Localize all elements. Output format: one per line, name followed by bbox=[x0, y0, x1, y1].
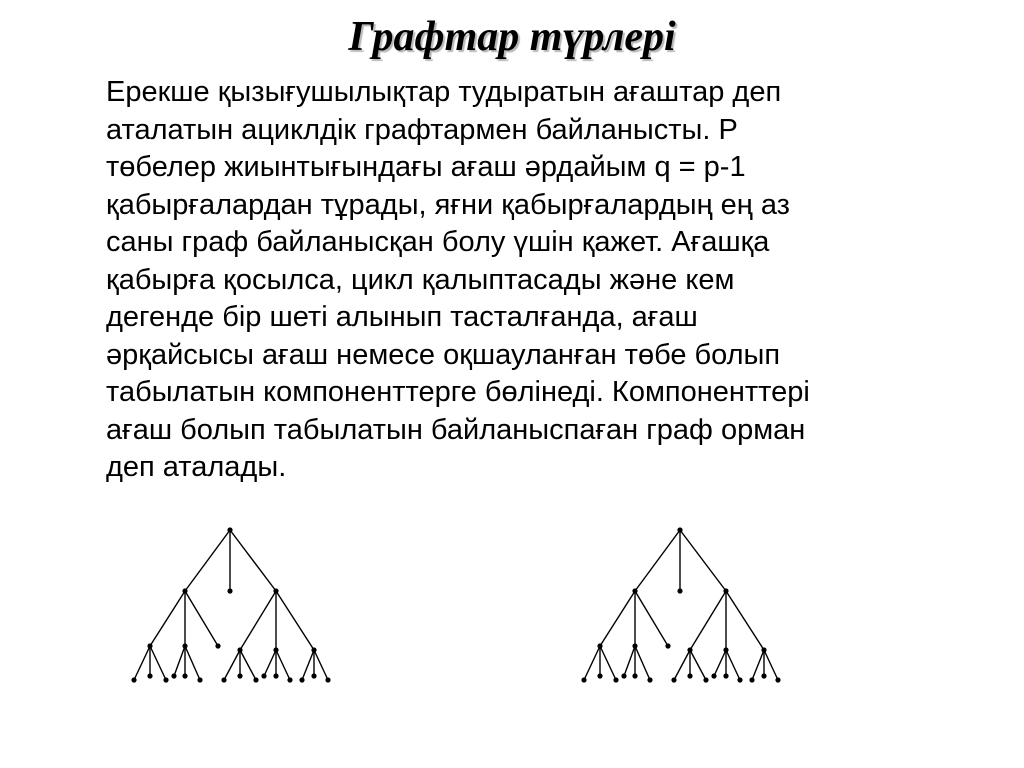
tree-node bbox=[147, 673, 152, 678]
tree-node bbox=[621, 673, 626, 678]
tree-node bbox=[723, 673, 728, 678]
tree-node bbox=[147, 643, 152, 648]
tree-node bbox=[677, 527, 682, 532]
tree-node bbox=[182, 588, 187, 593]
tree-node bbox=[723, 588, 728, 593]
tree-node bbox=[299, 677, 304, 682]
paragraph-line: саны граф байланысқан болу үшін қажет. Ағашқа bbox=[106, 226, 770, 258]
tree-edge bbox=[150, 591, 185, 646]
paragraph-line: қабырғалардан тұрады, яғни қабырғалардың ең аз bbox=[106, 188, 790, 221]
paragraph-line: табылатын компоненттерге бөлінеді. Компоненттері bbox=[106, 376, 810, 408]
tree-node bbox=[632, 673, 637, 678]
tree-edge bbox=[726, 591, 764, 650]
tree-node bbox=[703, 677, 708, 682]
paragraph-line: Ерекше қызығушылықтар тудыратын ағаштар деп bbox=[106, 76, 782, 108]
tree-node bbox=[273, 588, 278, 593]
tree-node bbox=[197, 677, 202, 682]
tree-node bbox=[597, 673, 602, 678]
tree-edge bbox=[174, 646, 185, 676]
tree-node bbox=[581, 677, 586, 682]
tree-node bbox=[237, 673, 242, 678]
paragraph-line: ағаш болып табылатын байланыспаған граф орман bbox=[106, 413, 806, 446]
tree-edge bbox=[264, 650, 276, 676]
paragraph-line: аталатын ациклдік графтармен байланысты. P bbox=[106, 113, 738, 146]
paragraph-line: төбелер жиынтығындағы ағаш әрдайым q = p-1 bbox=[106, 151, 746, 183]
tree-edge bbox=[680, 530, 726, 591]
tree-edge bbox=[600, 646, 616, 680]
tree-edge bbox=[584, 646, 600, 680]
tree-node bbox=[182, 673, 187, 678]
tree-node bbox=[632, 588, 637, 593]
tree-edge bbox=[624, 646, 635, 676]
paragraph-line: әрқайсысы ағаш немесе оқшауланған төбе болып bbox=[106, 338, 781, 371]
tree-edge bbox=[714, 650, 726, 676]
tree-node bbox=[775, 677, 780, 682]
tree-node bbox=[723, 647, 728, 652]
tree-edge bbox=[230, 530, 276, 591]
tree-node bbox=[677, 588, 682, 593]
tree-edge bbox=[635, 530, 680, 591]
paragraph-line: қабырға қосылса, цикл қалыптасады және кем bbox=[106, 263, 735, 296]
paragraph-line: дегенде бір шеті алынып тасталғанда, ағаш bbox=[106, 301, 698, 333]
tree-edge bbox=[600, 591, 635, 646]
tree-node bbox=[182, 643, 187, 648]
tree-node bbox=[163, 677, 168, 682]
tree-node bbox=[131, 677, 136, 682]
tree-node bbox=[665, 643, 670, 648]
tree-node bbox=[737, 677, 742, 682]
tree-node bbox=[632, 643, 637, 648]
body-paragraph bbox=[106, 74, 966, 487]
tree-node bbox=[227, 527, 232, 532]
tree-node bbox=[253, 677, 258, 682]
tree-node bbox=[311, 673, 316, 678]
tree-edge bbox=[185, 591, 218, 646]
tree-node bbox=[221, 677, 226, 682]
tree-edge bbox=[276, 591, 314, 650]
tree-node bbox=[227, 588, 232, 593]
tree-node bbox=[215, 643, 220, 648]
tree-edge bbox=[134, 646, 150, 680]
tree-edge bbox=[690, 591, 726, 650]
tree-edge bbox=[635, 591, 668, 646]
tree-node bbox=[671, 677, 676, 682]
slide-title: Графтар түрлері bbox=[348, 14, 676, 60]
tree-edge bbox=[150, 646, 166, 680]
tree-node bbox=[647, 677, 652, 682]
tree-node bbox=[749, 677, 754, 682]
tree-node bbox=[711, 673, 716, 678]
tree-node bbox=[311, 647, 316, 652]
tree-node bbox=[613, 677, 618, 682]
tree-edge bbox=[185, 530, 230, 591]
tree-node bbox=[273, 673, 278, 678]
tree-node bbox=[171, 673, 176, 678]
tree-node bbox=[687, 673, 692, 678]
tree-node bbox=[261, 673, 266, 678]
tree-diagram-left bbox=[124, 516, 344, 696]
tree-node bbox=[597, 643, 602, 648]
tree-node bbox=[273, 647, 278, 652]
tree-node bbox=[287, 677, 292, 682]
tree-node bbox=[325, 677, 330, 682]
tree-edge bbox=[240, 591, 276, 650]
tree-node bbox=[761, 647, 766, 652]
tree-diagram-right bbox=[574, 516, 794, 696]
tree-node bbox=[237, 647, 242, 652]
paragraph-line: деп аталады. bbox=[106, 451, 287, 483]
tree-node bbox=[761, 673, 766, 678]
tree-node bbox=[687, 647, 692, 652]
